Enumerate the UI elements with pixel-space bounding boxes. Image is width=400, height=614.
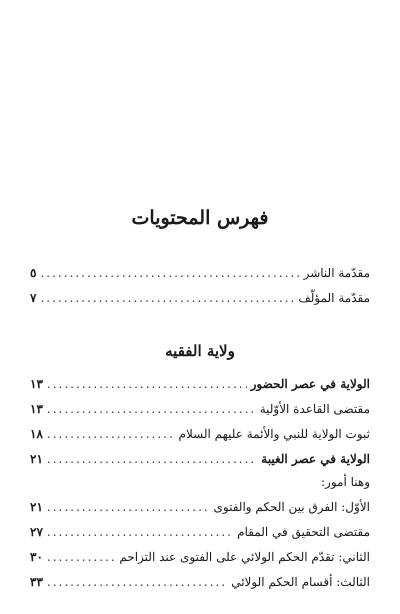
toc-entry-label: الولاية في عصر الغيبة [261,452,370,466]
toc-entry [30,288,370,308]
toc-entry [30,424,370,444]
dot-leader [40,288,294,308]
toc-page-number: ١٣ [30,377,43,391]
toc-entry [30,399,370,419]
toc-entry-label: مقدّمة الناشر [303,266,370,280]
toc-entry [30,572,370,592]
dot-leader [47,399,256,419]
dot-leader [47,374,247,394]
toc-page-number: ٣٠ [30,550,43,564]
toc-entry [30,374,370,394]
toc-entry [30,263,370,283]
toc-page-number: ٢١ [30,452,43,466]
toc-entry [30,547,370,567]
toc-page-number: ٣٣ [30,575,43,589]
toc-entry-label: الأوّل: الفرق بين الحكم والفتوى [213,500,370,514]
toc-page-number: ١٣ [30,402,43,416]
toc-entry-label: الثالث: أقسام الحكم الولائي [231,575,370,589]
toc-subheading [30,472,370,492]
toc-page-number: ٥ [30,266,37,280]
toc-page-number: ٢٧ [30,525,43,539]
dot-leader [47,449,257,469]
toc-entry-label: الثاني: تقدّم الحكم الولائي على الفتوى عند التزاحم [119,550,370,564]
toc-entry-label: مقتضى القاعدة الأوّلية [259,402,370,416]
dot-leader [47,497,210,517]
toc-entry [30,522,370,542]
toc-entry-label: مقتضى التحقيق في المقام [237,525,370,539]
dot-leader [47,572,227,592]
toc-page-number: ٢١ [30,500,43,514]
section-heading: ولاية الفقيه [165,342,235,360]
toc-entry-label: وهنا أمور: [320,475,370,489]
toc-entry [30,449,370,469]
toc-page-number: ١٨ [30,427,43,441]
dot-leader [47,547,115,567]
dot-leader [47,522,233,542]
dot-leader [40,263,299,283]
dot-leader [47,424,175,444]
toc-entry-label: مقدّمة المؤلّف [298,291,370,305]
page-title: فهرس المحتويات [131,207,269,229]
toc-entry-label: ثبوت الولاية للنبي والأئمة عليهم السلام [178,427,370,441]
toc-page-number: ٧ [30,291,37,305]
toc-entry-label: الولاية في عصر الحضور [250,377,370,391]
toc-entry [30,497,370,517]
